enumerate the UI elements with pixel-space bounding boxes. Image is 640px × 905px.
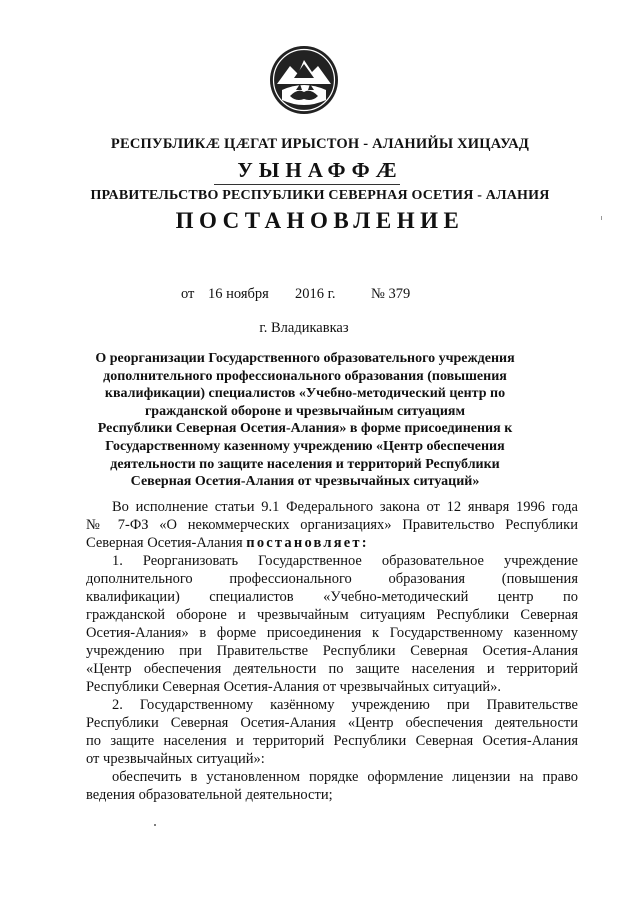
ossetian-government-header: РЕСПУБЛИКӔ ЦӔГАТ ИРЫСТОН - АЛАНИЙЫ ХИЦАУАД (110, 136, 530, 152)
scan-speck (154, 824, 156, 826)
body-line: от чрезвычайных ситуаций»: (86, 751, 265, 767)
title-line: квалификации) специалистов «Учебно-методический центр по (104, 386, 506, 402)
title-line: дополнительного профессионального образования (повышения (103, 368, 507, 384)
body-line: Осетия-Алания» в форме присоединения к Государственному казенному (86, 625, 578, 641)
document-number: № 379 (371, 286, 411, 302)
body-line: учреждению при Правительстве Республики Северная Осетия-Алания (86, 643, 578, 659)
body-line: квалификации) специалистов «Учебно-методический центр по (86, 589, 578, 605)
body-line: дополнительного профессионального образования (повышения (86, 571, 578, 587)
body-line: гражданской обороне и чрезвычайным ситуациям Республики Северная (86, 607, 578, 623)
document-date: 16 ноября (208, 286, 269, 302)
body-line: обеспечить в установленном порядке оформление лицензии на право (112, 769, 578, 785)
from-label: от (181, 286, 195, 302)
title-line: гражданской обороне и чрезвычайным ситуациям (144, 403, 466, 419)
body-line-text: Северная Осетия-Алания (86, 535, 243, 551)
body-line: 2. Государственному казённому учреждению при Правительстве (112, 697, 578, 713)
margin-mark (601, 216, 602, 220)
ossetian-document-type: УЫНАФФӔ (237, 158, 403, 182)
title-line: Государственному казенному учреждению «Центр обеспечения (105, 438, 505, 454)
body-line: Республики Северная Осетия-Алания «Центр обеспечения деятельности (86, 715, 578, 731)
russian-document-type: ПОСТАНОВЛЕНИЕ (175, 208, 465, 233)
title-line: Северная Осетия-Алания от чрезвычайных ситуаций» (130, 474, 480, 490)
document-title (60, 350, 550, 491)
body-line: № 7-ФЗ «О некоммерческих организациях» Правительство Республики (86, 517, 578, 533)
body-line: Республики Северная Осетия-Алания от чрезвычайных ситуаций». (86, 679, 502, 695)
coat-of-arms-emblem (268, 44, 340, 116)
document-body (86, 498, 578, 804)
russian-government-header: ПРАВИТЕЛЬСТВО РЕСПУБЛИКИ СЕВЕРНАЯ ОСЕТИЯ - АЛАНИЯ (90, 188, 550, 203)
body-line: Во исполнение статьи 9.1 Федерального закона от 12 января 1996 года (112, 499, 578, 515)
document-year: 2016 г. (295, 286, 336, 302)
header-divider (214, 184, 400, 185)
body-line: «Центр обеспечения деятельности по защите населения и территорий (86, 661, 578, 677)
decree-word: постановляет: (246, 535, 369, 551)
body-line: 1. Реорганизовать Государственное образовательное учреждение (112, 553, 578, 569)
document-city: г. Владикавказ (259, 320, 349, 336)
body-line (86, 534, 578, 552)
title-line: О реорганизации Государственного образовательного учреждения (95, 351, 515, 366)
title-line: Республики Северная Осетия-Алания» в форме присоединения к (97, 421, 513, 437)
title-line: деятельности по защите населения и территорий Республики (110, 456, 500, 472)
body-line: ведения образовательной деятельности; (86, 787, 333, 803)
body-line: по защите населения и территорий Республики Северная Осетия-Алания (86, 733, 578, 749)
